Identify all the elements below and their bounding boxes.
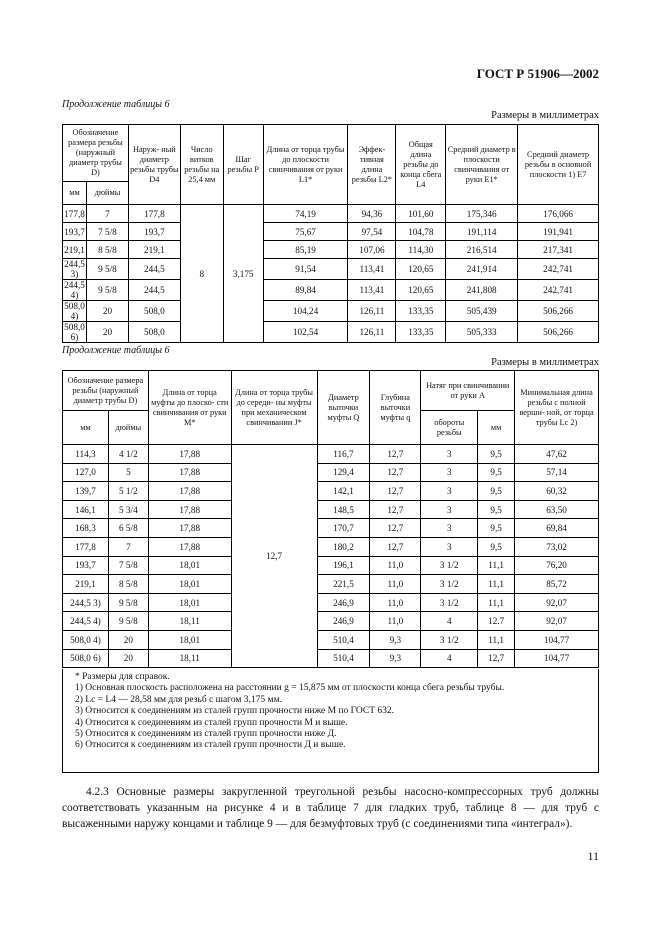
t1-cell-eff-length: 113,41 <box>348 259 396 280</box>
t1-header-mm: мм <box>63 182 87 205</box>
table2-units: Размеры в миллиметрах <box>491 357 599 368</box>
t2-cell-recess-diam: 196,1 <box>317 556 370 575</box>
t2-cell-coupling-len: 17,88 <box>148 463 231 482</box>
footnotes-box <box>62 669 599 773</box>
t1-header-designation: Обозначение размера резьбы (наружный диаметр трубы D) <box>63 125 129 182</box>
t2-cell-recess-depth: 12,7 <box>370 537 421 556</box>
t2-cell-turns: 3 1/2 <box>421 556 478 575</box>
t1-cell-length-hand: 74,19 <box>263 205 348 223</box>
t2-cell-tight-mm: 9,5 <box>478 482 515 501</box>
t2-header-mid-len: Длина от торца трубы до середи- ны муфты при механическом свинчивании J* <box>231 371 317 445</box>
t2-cell-turns: 3 1/2 <box>421 575 478 594</box>
table2-caption: Продолжение таблицы 6 <box>62 345 170 356</box>
t1-cell-pitch: 3,175 <box>223 205 263 343</box>
t2-cell-recess-depth: 12,7 <box>370 500 421 519</box>
section-paragraph: 4.2.3 Основные размеры закругленной треугольной резьбы насосно-компрессорных труб должны соответствовать указанным на рисунке 4 и в таблице 7 для гладких труб, таблице 8 — для труб с высаженными наружу концами и таблице 9 — для безмуфтовых труб (с соединениями типа «интеграл»). <box>62 786 599 830</box>
t2-cell-inches: 9 5/8 <box>108 612 148 631</box>
t2-cell-inches: 5 3/4 <box>108 500 148 519</box>
table-row <box>63 301 599 322</box>
t1-cell-mean-diam-main: 242,741 <box>518 259 599 280</box>
t2-header-recess-diam: Диаметр выточки муфты Q <box>317 371 370 445</box>
table-row <box>63 223 599 241</box>
t2-cell-tight-mm: 12,7 <box>478 649 515 668</box>
t2-cell-min-len: 69,84 <box>515 519 599 538</box>
t2-cell-tight-mm: 9,5 <box>478 463 515 482</box>
t1-cell-mm: 193,7 <box>63 223 87 241</box>
t1-cell-length-hand: 104,24 <box>263 301 348 322</box>
t2-cell-turns: 4 <box>421 612 478 631</box>
t2-cell-turns: 3 1/2 <box>421 630 478 649</box>
table-row <box>63 575 599 594</box>
t1-cell-length-hand: 85,19 <box>263 241 348 259</box>
t2-cell-recess-diam: 129,4 <box>317 463 370 482</box>
t2-cell-inches: 20 <box>108 630 148 649</box>
t2-cell-mm: 168,3 <box>63 519 109 538</box>
t2-header-min-len: Минимальная длина резьбы с полной верши- ной, от торца трубы Lc 2) <box>515 371 599 445</box>
t1-cell-mean-diam-main: 506,266 <box>518 301 599 322</box>
t1-cell-inches: 7 <box>86 205 128 223</box>
t1-cell-eff-length: 126,11 <box>348 322 396 343</box>
table1-units: Размеры в миллиметрах <box>491 110 599 121</box>
t2-cell-tight-mm: 11,1 <box>478 556 515 575</box>
table-row <box>63 649 599 668</box>
t1-cell-mean-diam-hand: 505,333 <box>446 322 518 343</box>
t2-cell-min-len: 47,62 <box>515 445 599 464</box>
t2-header-mm: мм <box>63 411 109 445</box>
t1-cell-mean-diam-main: 191,941 <box>518 223 599 241</box>
t1-cell-outer-diam: 177,8 <box>128 205 180 223</box>
t2-cell-turns: 3 <box>421 537 478 556</box>
t2-cell-recess-depth: 11,0 <box>370 612 421 631</box>
t1-header-pitch: Шаг резьбы P <box>223 125 263 205</box>
t2-cell-coupling-len: 18,01 <box>148 575 231 594</box>
t2-cell-inches: 20 <box>108 649 148 668</box>
t1-cell-length-hand: 102,54 <box>263 322 348 343</box>
t1-cell-mean-diam-hand: 241,808 <box>446 280 518 301</box>
t2-cell-mm: 177,8 <box>63 537 109 556</box>
t2-header-recess-depth: Глубина выточки муфты q <box>370 371 421 445</box>
t2-cell-recess-diam: 221,5 <box>317 575 370 594</box>
t1-cell-outer-diam: 508,0 <box>128 301 180 322</box>
table-row <box>63 259 599 280</box>
t1-cell-mean-diam-hand: 505,439 <box>446 301 518 322</box>
t1-cell-mean-diam-main: 242,741 <box>518 280 599 301</box>
t2-cell-min-len: 85,72 <box>515 575 599 594</box>
t1-header-mean-diam-main: Средний диаметр резьбы в основной плоскости 1) E7 <box>518 125 599 205</box>
table-row <box>63 537 599 556</box>
t1-header-total-length: Общая длина резьбы до конца сбега L4 <box>396 125 446 205</box>
t2-cell-inches: 5 <box>108 463 148 482</box>
t2-cell-coupling-len: 17,88 <box>148 445 231 464</box>
t1-cell-mean-diam-main: 506,266 <box>518 322 599 343</box>
table-row <box>63 500 599 519</box>
t1-cell-total-length: 101,60 <box>396 205 446 223</box>
t1-cell-mean-diam-hand: 175,346 <box>446 205 518 223</box>
t2-cell-mid-len: 12,7 <box>231 445 317 668</box>
t2-cell-recess-diam: 142,1 <box>317 482 370 501</box>
t2-cell-recess-diam: 246,9 <box>317 612 370 631</box>
t2-cell-recess-diam: 246,9 <box>317 593 370 612</box>
t2-cell-inches: 9 5/8 <box>108 593 148 612</box>
t1-cell-total-length: 114,30 <box>396 241 446 259</box>
table-row <box>63 482 599 501</box>
t1-header-eff-length: Эффек- тивная длина резьбы L2* <box>348 125 396 205</box>
table1-caption: Продолжение таблицы 6 <box>62 99 170 110</box>
t2-cell-turns: 3 <box>421 445 478 464</box>
t2-cell-min-len: 104,77 <box>515 649 599 668</box>
t1-cell-mm: 244,5 4) <box>64 280 85 300</box>
t1-cell-outer-diam: 219,1 <box>128 241 180 259</box>
t1-cell-eff-length: 94,36 <box>348 205 396 223</box>
t2-cell-min-len: 92,07 <box>515 593 599 612</box>
t1-header-turns: Число витков резьбы на 25,4 мм <box>180 125 223 205</box>
standard-header: ГОСТ Р 51906—2002 <box>476 66 599 81</box>
t1-cell-length-hand: 89,84 <box>263 280 348 301</box>
t2-cell-recess-diam: 170,7 <box>317 519 370 538</box>
t1-cell-outer-diam: 193,7 <box>128 223 180 241</box>
t2-cell-mm: 508,0 4) <box>63 630 109 649</box>
t1-cell-mean-diam-main: 176,066 <box>518 205 599 223</box>
t2-cell-inches: 7 5/8 <box>108 556 148 575</box>
t2-cell-coupling-len: 17,88 <box>148 500 231 519</box>
footnote: 4) Относится к соединениям из сталей групп прочности M и выше. <box>75 717 348 728</box>
t2-cell-coupling-len: 18,11 <box>148 649 231 668</box>
t2-cell-mm: 127,0 <box>63 463 109 482</box>
t2-cell-mm: 219,1 <box>63 575 109 594</box>
t1-cell-mean-diam-hand: 216,514 <box>446 241 518 259</box>
t2-cell-recess-depth: 12,7 <box>370 463 421 482</box>
t1-cell-outer-diam: 244,5 <box>128 259 180 280</box>
t1-header-length-hand: Длина от торца трубы до плоскости свинчивания от руки L1* <box>263 125 348 205</box>
t1-cell-eff-length: 107,06 <box>348 241 396 259</box>
t2-cell-inches: 5 1/2 <box>108 482 148 501</box>
t2-cell-tight-mm: 9,5 <box>478 445 515 464</box>
table-row <box>63 519 599 538</box>
t2-header-mm2: мм <box>478 411 515 445</box>
t1-cell-length-hand: 91,54 <box>263 259 348 280</box>
footnote: 6) Относится к соединениям из сталей групп прочности Д и выше. <box>75 740 346 751</box>
t2-cell-coupling-len: 18,11 <box>148 612 231 631</box>
t1-cell-mean-diam-main: 217,341 <box>518 241 599 259</box>
t2-cell-min-len: 73,02 <box>515 537 599 556</box>
t2-cell-coupling-len: 18,01 <box>148 556 231 575</box>
t2-cell-recess-depth: 12,7 <box>370 519 421 538</box>
t2-cell-tight-mm: 11,1 <box>478 593 515 612</box>
t2-cell-tight-mm: 11,1 <box>478 630 515 649</box>
t1-cell-total-length: 133,35 <box>396 301 446 322</box>
footnote: 2) Lc = L4 — 28,58 мм для резьб с шагом 3,175 мм. <box>75 694 282 705</box>
t1-cell-inches: 20 <box>86 301 128 322</box>
page-number: 11 <box>587 849 599 863</box>
t2-cell-mm: 244,5 4) <box>63 612 109 631</box>
t2-header-coupling-len: Длина от торца муфты до плоско- сти свинчивания от руки M* <box>148 371 231 445</box>
t1-cell-total-length: 104,78 <box>396 223 446 241</box>
t1-cell-inches: 20 <box>86 322 128 343</box>
t2-cell-tight-mm: 9,5 <box>478 537 515 556</box>
t2-cell-min-len: 76,20 <box>515 556 599 575</box>
t2-cell-min-len: 57,14 <box>515 463 599 482</box>
table-row <box>63 205 599 223</box>
t2-cell-recess-depth: 11,0 <box>370 593 421 612</box>
t1-cell-eff-length: 113,41 <box>348 280 396 301</box>
table-row <box>63 630 599 649</box>
t1-cell-length-hand: 75,67 <box>263 223 348 241</box>
t1-cell-eff-length: 126,11 <box>348 301 396 322</box>
t1-cell-mm: 219,1 <box>63 241 87 259</box>
t2-header-turns: обороты резьбы <box>421 411 478 445</box>
t2-header-tightening: Натяг при свинчивании от руки A <box>421 371 515 411</box>
t1-cell-inches: 8 5/8 <box>86 241 128 259</box>
t1-cell-mean-diam-hand: 241,914 <box>446 259 518 280</box>
t2-cell-mm: 146,1 <box>63 500 109 519</box>
table-row <box>63 556 599 575</box>
t2-cell-turns: 4 <box>421 649 478 668</box>
t2-cell-mm: 244,5 3) <box>63 593 109 612</box>
footnote: 3) Относится к соединениям из сталей групп прочности ниже M по ГОСТ 632. <box>75 706 395 717</box>
t1-cell-mean-diam-hand: 191,114 <box>446 223 518 241</box>
table-row <box>63 445 599 464</box>
footnote: 1) Основная плоскость расположена на расстоянии g = 15,875 мм от плоскости конца сбега резьбы трубы. <box>75 683 505 694</box>
table-row <box>63 322 599 343</box>
t1-cell-inches: 7 5/8 <box>86 223 128 241</box>
t2-cell-coupling-len: 18,01 <box>148 593 231 612</box>
t2-cell-min-len: 92,07 <box>515 612 599 631</box>
thread-dimensions-table-2 <box>62 370 599 668</box>
t2-cell-turns: 3 <box>421 500 478 519</box>
t2-cell-turns: 3 <box>421 463 478 482</box>
t2-cell-recess-depth: 9,3 <box>370 630 421 649</box>
t2-cell-recess-diam: 510,4 <box>317 630 370 649</box>
t2-cell-turns: 3 <box>421 482 478 501</box>
t2-cell-turns: 3 <box>421 519 478 538</box>
t1-cell-mm: 177,8 <box>63 205 87 223</box>
table-row <box>63 280 599 301</box>
t2-cell-recess-diam: 510,4 <box>317 649 370 668</box>
t2-cell-min-len: 63,50 <box>515 500 599 519</box>
t2-cell-inches: 8 5/8 <box>108 575 148 594</box>
t1-header-mean-diam-hand: Средний диаметр в плоскости свинчивания от руки E1* <box>446 125 518 205</box>
table-row <box>63 593 599 612</box>
t2-cell-inches: 6 5/8 <box>108 519 148 538</box>
t1-cell-mm: 508,0 4) <box>64 301 85 321</box>
t1-cell-mm: 508,0 6) <box>64 322 85 342</box>
footnote: 5) Относится к соединениям из сталей групп прочности ниже Д. <box>75 729 337 740</box>
t2-cell-coupling-len: 17,88 <box>148 482 231 501</box>
t2-cell-tight-mm: 12.7 <box>478 612 515 631</box>
t1-cell-outer-diam: 244,5 <box>128 280 180 301</box>
t2-cell-tight-mm: 9,5 <box>478 519 515 538</box>
t2-cell-tight-mm: 9,5 <box>478 500 515 519</box>
t1-cell-inches: 9 5/8 <box>86 280 128 301</box>
t2-cell-mm: 508,0 6) <box>63 649 109 668</box>
t2-cell-recess-depth: 12,7 <box>370 445 421 464</box>
table-row <box>63 463 599 482</box>
t2-cell-recess-diam: 148,5 <box>317 500 370 519</box>
thread-dimensions-table-1 <box>62 124 599 343</box>
t1-cell-mm: 244,5 3) <box>64 259 85 279</box>
t2-cell-min-len: 60,32 <box>515 482 599 501</box>
t2-header-inches: дюймы <box>108 411 148 445</box>
t2-header-designation: Обозначение размера резьбы (наружный диаметр трубы D) <box>63 371 149 411</box>
t2-cell-recess-diam: 116,7 <box>317 445 370 464</box>
t2-cell-coupling-len: 17,88 <box>148 519 231 538</box>
table-row <box>63 612 599 631</box>
t1-cell-total-length: 133,35 <box>396 322 446 343</box>
t2-cell-min-len: 104,77 <box>515 630 599 649</box>
t2-cell-mm: 139,7 <box>63 482 109 501</box>
t1-cell-total-length: 120,65 <box>396 280 446 301</box>
table-row <box>63 241 599 259</box>
t2-cell-inches: 4 1/2 <box>108 445 148 464</box>
t2-cell-recess-depth: 11,0 <box>370 556 421 575</box>
footnote: * Размеры для справок. <box>75 672 170 682</box>
t2-cell-turns: 3 1/2 <box>421 593 478 612</box>
t2-cell-recess-depth: 12,7 <box>370 482 421 501</box>
t2-cell-inches: 7 <box>108 537 148 556</box>
t2-cell-mm: 114,3 <box>63 445 109 464</box>
t1-cell-turns: 8 <box>180 205 223 343</box>
t1-header-outer-diam: Наруж- ный диаметр резьбы трубы D4 <box>128 125 180 205</box>
t1-header-inches: дюймы <box>86 182 128 205</box>
t2-cell-recess-depth: 9,3 <box>370 649 421 668</box>
t2-cell-recess-diam: 180,2 <box>317 537 370 556</box>
t2-cell-coupling-len: 18,01 <box>148 630 231 649</box>
t1-cell-total-length: 120,65 <box>396 259 446 280</box>
t1-cell-inches: 9 5/8 <box>86 259 128 280</box>
t2-cell-coupling-len: 17,88 <box>148 537 231 556</box>
t2-cell-mm: 193,7 <box>63 556 109 575</box>
t1-cell-eff-length: 97,54 <box>348 223 396 241</box>
t2-cell-tight-mm: 11,1 <box>478 575 515 594</box>
t1-cell-outer-diam: 508,0 <box>128 322 180 343</box>
t2-cell-recess-depth: 11,0 <box>370 575 421 594</box>
